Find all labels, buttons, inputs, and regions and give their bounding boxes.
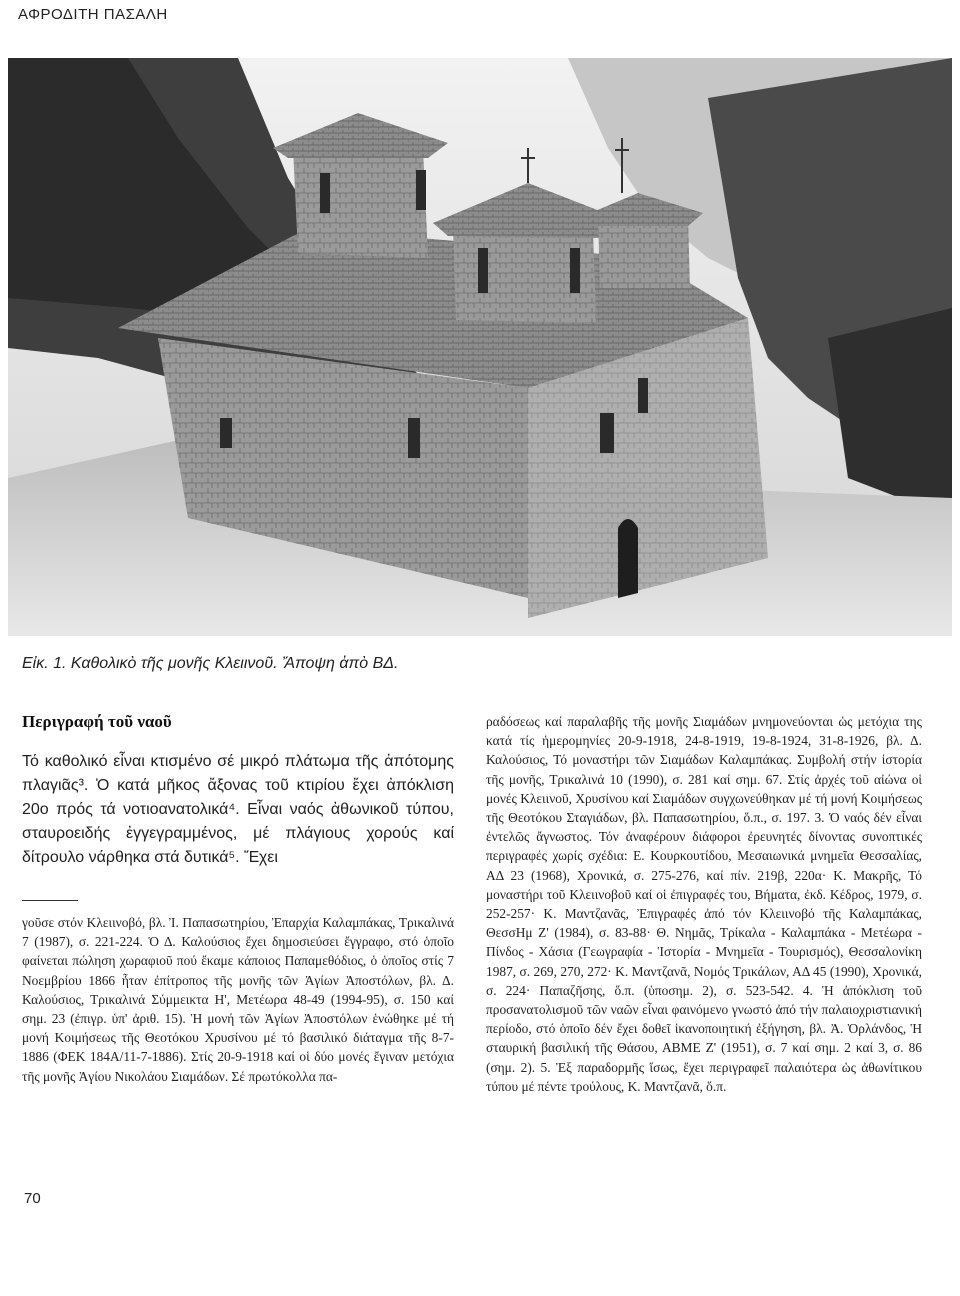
- section-body-text: Τό καθολικό εἶναι κτισμένο σέ μικρό πλάτωμα τῆς ἀπότομης πλαγιᾶς³. Ὁ κατά μῆκος ἄξονας τοῦ κτιρίου ἔχει ἀπόκλιση 20ο πρός τά νοτιοανατολικά⁴. Εἶναι ναός ἀθωνικοῦ τύπου, σταυροειδής ἐγγεγραμμένος, μέ πλάγιους χορούς καί δίτρουλο νάρθηκα στά δυτικά⁵. Ἔχει: [22, 753, 454, 866]
- right-column: [486, 712, 922, 1096]
- footnote-left: γοῦσε στόν Κλειινοβό, βλ. Ἰ. Παπασωτηρίου, Ἐπαρχία Καλαμπάκας, Τρικαλινά 7 (1987), σ. 221-224. Ὁ Δ. Καλούσιος ἔχει δημοσιεύσει ἔγγραφο, στό ὁποῖο φαίνεται πώληση χωραφιοῦ πού ἔκαμε κάποιος Παπαμεθόδιος, ὁ ὁποῖος στίς 7 Νοεμβρίου 1866 ἦταν ἐπίτροπος τῆς μονῆς τῶν Ἁγίων Ἀποστόλων, βλ. Δ. Καλούσιος, Τρικαλινά Σύμμεικτα Η', Μετέωρα 48-49 (1994-95), σ. 150 καί σημ. 23 (ἐπιγρ. ὑπ' ἀριθ. 15). Ἡ μονή τῶν Ἁγίων Ἀποστόλων ἑνώθηκε μέ τή μονή Κοιμήσεως τῆς Θεοτόκου Χρυσίνου μέ τό βασιλικό διάταγμα τῆς 8-7-1886 (ΦΕΚ 184Α/11-7-1886). Στίς 20-9-1918 καί οἱ δύο μονές ἔγιναν μετόχια τῆς μονῆς Ἁγίου Νικολάου Σιαμάδων. Σέ πρωτόκολλα πα-: [22, 915, 454, 1084]
- running-head: ΑΦΡΟΔΙΤΗ ΠΑΣΑΛΗ: [18, 6, 168, 23]
- footnote-rule: [22, 900, 78, 901]
- footnote-right: ραδόσεως καί παραλαβῆς τῆς μονῆς Σιαμάδων μνημονεύονται ὡς μετόχια της κατά τίς ἡμερομηνίες 20-9-1918, 24-8-1919, 19-8-1924, 31-8-1926, βλ. Δ. Καλούσιος, Τό μοναστήρι τῶν Σιαμάδων Καλαμπάκας. Συμβολή στήν ἱστορία τῆς μονῆς, Τρικαλινά 10 (1990), σ. 281 καί σημ. 67. Στίς ἀρχές τοῦ αἰώνα οἱ μονές Κλειινοῦ, Χρυσίνου καί Σιαμάδων συγχωνεύθηκαν μέ τή μονή Κοιμήσεως τῆς Θεοτόκου Σταγιάδων, βλ. Παπασωτηρίου, ὅ.π., σ. 197. 3. Ὁ ναός δέν εἶναι ἐντελῶς ἄγνωστος. Τόν ἀναφέρουν διάφοροι ἐρευνητές δίνοντας συνοπτικές περιγραφές χωρίς σχέδια: Ε. Κουρκουτίδου, Μεσαιωνικά μνημεῖα Θεσσαλίας, ΑΔ 23 (1968), Χρονικά, σ. 275-276, καί πίν. 219β, 220α· Κ. Μακρῆς, Τό μοναστήρι τοῦ Κλειινοβοῦ καί οἱ ἐπιγραφές του, Βήματα, ἐκδ. Κέδρος, 1979, σ. 252-257· Κ. Μαντζανᾶς, Ἐπιγραφές ἀπό τόν Κλειινοβό τῆς Καλαμπάκας, ΘεσσΗμ Ζ' (1984), σ. 83-88· Θ. Νημᾶς, Τρίκαλα - Καλαμπάκα - Μετέωρα - Πίνδος - Χάσια (Γεωγραφία - Ἱστορία - Μνημεῖα - Τουρισμός), Θεσσαλονίκη 1987, σ. 269, 270, 272· Κ. Μαντζανᾶ, Νομός Τρικάλων, ΑΔ 45 (1990), Χρονικά, σ. 224· Παπαζῆσης, ὅ.π. (ὑποσημ. 2), σ. 523-542. 4. Ἡ ἀπόκλιση τοῦ προσανατολισμοῦ τῶν ναῶν εἶναι φαινόμενο γνωστό ἀπό τήν παλαιοχριστιανική περίοδο, στό ὁποῖο δέν ἔχει δοθεῖ ἱκανοποιητική ἐξήγηση, βλ. Ἀ. Ὀρλάνδος, Ἡ σταυρική βασιλική τῆς Θάσου, ΑΒΜΕ Ζ' (1951), σ. 7 καί σημ. 2 καί 3, σ. 86 (σημ. 2). 5. Ἐξ παραδορμῆς ἴσως, ἔχει περιγραφεῖ παλαιότερα ὡς ἀθωνίτικου τύπου μέ πέντε τρούλους, Κ. Μαντζανᾶ, ὅ.π.: [486, 714, 922, 1094]
- page-number: 70: [24, 1190, 41, 1207]
- left-column: [22, 712, 454, 1086]
- section-heading: Περιγραφή τοῦ ναοῦ: [22, 712, 172, 731]
- church-photo-drawing: [8, 58, 952, 636]
- church-photograph: [8, 58, 952, 636]
- figure-caption: Εἰκ. 1. Καθολικὸ τῆς μονῆς Κλειινοῦ. Ἄποψη ἀπὸ ΒΔ.: [22, 655, 399, 672]
